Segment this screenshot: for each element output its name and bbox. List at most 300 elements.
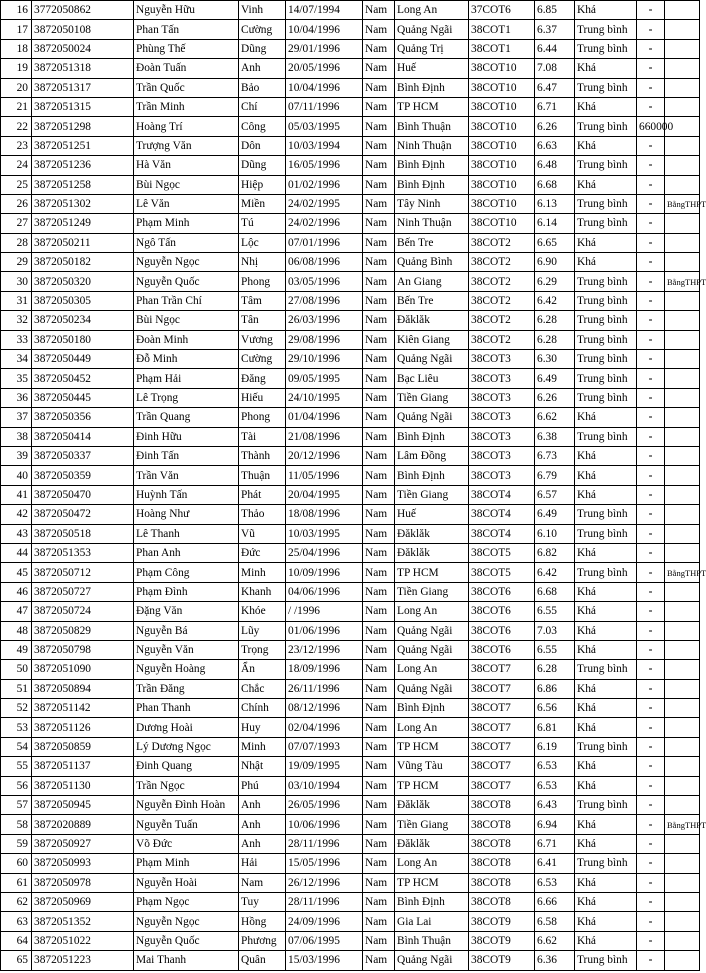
student-firstname: Khanh bbox=[239, 582, 286, 601]
province: TP HCM bbox=[395, 776, 469, 795]
province: Kiên Giang bbox=[395, 330, 469, 349]
date-of-birth: 29/10/1996 bbox=[286, 350, 363, 369]
date-of-birth: 05/03/1995 bbox=[286, 117, 363, 136]
note bbox=[665, 20, 700, 39]
score: 6.48 bbox=[535, 156, 575, 175]
score: 6.65 bbox=[535, 233, 575, 252]
score: 6.56 bbox=[535, 699, 575, 718]
date-of-birth: 03/05/1996 bbox=[286, 272, 363, 291]
student-lastname: Võ Đức bbox=[134, 834, 239, 853]
note bbox=[665, 951, 700, 970]
province: An Giang bbox=[395, 272, 469, 291]
student-lastname: Hoàng Như bbox=[134, 505, 239, 524]
student-code: 3872050305 bbox=[32, 291, 134, 310]
student-code: 3872050518 bbox=[32, 524, 134, 543]
date-of-birth: 20/05/1996 bbox=[286, 59, 363, 78]
date-of-birth: 25/04/1996 bbox=[286, 543, 363, 562]
score: 6.82 bbox=[535, 543, 575, 562]
student-code: 3872050945 bbox=[32, 796, 134, 815]
table-body bbox=[1, 1, 706, 971]
student-firstname: Tài bbox=[239, 427, 286, 446]
rank: Trung bình bbox=[575, 330, 637, 349]
student-code: 3872050320 bbox=[32, 272, 134, 291]
class-code: 38COT2 bbox=[469, 233, 535, 252]
row-number: 46 bbox=[1, 582, 32, 601]
status-mark: - bbox=[637, 253, 665, 272]
row-number: 26 bbox=[1, 194, 32, 213]
class-code: 38COT3 bbox=[469, 388, 535, 407]
date-of-birth: 26/03/1996 bbox=[286, 311, 363, 330]
score: 6.38 bbox=[535, 427, 575, 446]
province: Quảng Ngãi bbox=[395, 951, 469, 970]
rank: Khá bbox=[575, 621, 637, 640]
rank: Trung bình bbox=[575, 291, 637, 310]
table-row bbox=[1, 233, 700, 252]
note bbox=[665, 175, 700, 194]
note bbox=[665, 660, 700, 679]
student-code: 3872051137 bbox=[32, 757, 134, 776]
date-of-birth: 20/04/1995 bbox=[286, 485, 363, 504]
note bbox=[665, 640, 700, 659]
gender: Nam bbox=[363, 39, 395, 58]
row-number: 52 bbox=[1, 699, 32, 718]
note bbox=[665, 214, 700, 233]
gender: Nam bbox=[363, 156, 395, 175]
row-number: 20 bbox=[1, 78, 32, 97]
row-number: 45 bbox=[1, 563, 32, 582]
class-code: 38COT8 bbox=[469, 892, 535, 911]
date-of-birth: 01/06/1996 bbox=[286, 621, 363, 640]
table-row bbox=[1, 1, 700, 20]
class-code: 38COT6 bbox=[469, 640, 535, 659]
student-code: 3872050927 bbox=[32, 834, 134, 853]
gender: Nam bbox=[363, 776, 395, 795]
table-row bbox=[1, 20, 700, 39]
class-code: 38COT7 bbox=[469, 718, 535, 737]
rank: Khá bbox=[575, 931, 637, 950]
province: Tiền Giang bbox=[395, 815, 469, 834]
status-mark: - bbox=[637, 156, 665, 175]
class-code: 38COT10 bbox=[469, 78, 535, 97]
rank: Trung bình bbox=[575, 388, 637, 407]
student-firstname: Minh bbox=[239, 563, 286, 582]
student-firstname: Tuy bbox=[239, 892, 286, 911]
table-row bbox=[1, 815, 700, 834]
status-mark: - bbox=[637, 175, 665, 194]
gender: Nam bbox=[363, 1, 395, 20]
date-of-birth: 28/11/1996 bbox=[286, 892, 363, 911]
student-lastname: Hoàng Trí bbox=[134, 117, 239, 136]
note bbox=[665, 446, 700, 465]
note bbox=[665, 834, 700, 853]
student-code: 3872051090 bbox=[32, 660, 134, 679]
table-row bbox=[1, 602, 700, 621]
gender: Nam bbox=[363, 446, 395, 465]
note bbox=[665, 776, 700, 795]
province: Bình Định bbox=[395, 699, 469, 718]
student-code: 3872050894 bbox=[32, 679, 134, 698]
gender: Nam bbox=[363, 854, 395, 873]
student-code: 3872050356 bbox=[32, 408, 134, 427]
score: 6.53 bbox=[535, 776, 575, 795]
table-row bbox=[1, 446, 700, 465]
date-of-birth: 10/09/1996 bbox=[286, 563, 363, 582]
date-of-birth: 24/02/1996 bbox=[286, 214, 363, 233]
student-lastname: Nguyễn Văn bbox=[134, 640, 239, 659]
row-number: 54 bbox=[1, 737, 32, 756]
student-code: 3872050798 bbox=[32, 640, 134, 659]
gender: Nam bbox=[363, 582, 395, 601]
table-row bbox=[1, 796, 700, 815]
row-number: 34 bbox=[1, 350, 32, 369]
student-firstname: Phong bbox=[239, 408, 286, 427]
province: Huế bbox=[395, 505, 469, 524]
class-code: 38COT9 bbox=[469, 931, 535, 950]
student-firstname: Dũng bbox=[239, 156, 286, 175]
gender: Nam bbox=[363, 97, 395, 116]
date-of-birth: 07/07/1993 bbox=[286, 737, 363, 756]
province: Bình Thuận bbox=[395, 117, 469, 136]
score: 6.42 bbox=[535, 563, 575, 582]
note bbox=[665, 485, 700, 504]
status-mark: - bbox=[637, 815, 665, 834]
student-lastname: Đặng Văn bbox=[134, 602, 239, 621]
note bbox=[665, 388, 700, 407]
class-code: 38COT2 bbox=[469, 291, 535, 310]
date-of-birth: 18/09/1996 bbox=[286, 660, 363, 679]
gender: Nam bbox=[363, 718, 395, 737]
table-row bbox=[1, 214, 700, 233]
status-mark: - bbox=[637, 524, 665, 543]
date-of-birth: 26/11/1996 bbox=[286, 679, 363, 698]
student-code: 3872051223 bbox=[32, 951, 134, 970]
status-mark: - bbox=[637, 718, 665, 737]
row-number: 48 bbox=[1, 621, 32, 640]
class-code: 38COT10 bbox=[469, 117, 535, 136]
table-row bbox=[1, 485, 700, 504]
class-code: 38COT2 bbox=[469, 253, 535, 272]
gender: Nam bbox=[363, 505, 395, 524]
table-row bbox=[1, 892, 700, 911]
student-code: 3872020889 bbox=[32, 815, 134, 834]
gender: Nam bbox=[363, 214, 395, 233]
note bbox=[665, 796, 700, 815]
score: 6.55 bbox=[535, 640, 575, 659]
date-of-birth: 06/08/1996 bbox=[286, 253, 363, 272]
student-firstname: Hải bbox=[239, 854, 286, 873]
student-code: 3872051298 bbox=[32, 117, 134, 136]
class-code: 38COT3 bbox=[469, 408, 535, 427]
province: Lâm Đồng bbox=[395, 446, 469, 465]
student-lastname: Nguyễn Hoài bbox=[134, 873, 239, 892]
student-code: 3872051236 bbox=[32, 156, 134, 175]
rank: Khá bbox=[575, 97, 637, 116]
status-mark: - bbox=[637, 194, 665, 213]
student-lastname: Phan Tấn bbox=[134, 20, 239, 39]
class-code: 38COT3 bbox=[469, 466, 535, 485]
student-firstname: Hồng bbox=[239, 912, 286, 931]
gender: Nam bbox=[363, 136, 395, 155]
gender: Nam bbox=[363, 194, 395, 213]
score: 6.71 bbox=[535, 97, 575, 116]
score: 7.03 bbox=[535, 621, 575, 640]
score: 6.26 bbox=[535, 388, 575, 407]
note: BằngTHPT bbox=[665, 563, 700, 582]
date-of-birth: 16/05/1996 bbox=[286, 156, 363, 175]
rank: Trung bình bbox=[575, 78, 637, 97]
status-mark: - bbox=[637, 699, 665, 718]
student-lastname: Phan Trần Chí bbox=[134, 291, 239, 310]
note bbox=[665, 543, 700, 562]
status-mark: - bbox=[637, 602, 665, 621]
rank: Khá bbox=[575, 1, 637, 20]
student-lastname: Mai Thanh bbox=[134, 951, 239, 970]
student-lastname: Nguyễn Tuấn bbox=[134, 815, 239, 834]
row-number: 19 bbox=[1, 59, 32, 78]
rank: Trung bình bbox=[575, 737, 637, 756]
student-firstname: Miền bbox=[239, 194, 286, 213]
rank: Trung bình bbox=[575, 505, 637, 524]
score: 6.43 bbox=[535, 796, 575, 815]
note bbox=[665, 873, 700, 892]
row-number: 28 bbox=[1, 233, 32, 252]
class-code: 38COT7 bbox=[469, 699, 535, 718]
gender: Nam bbox=[363, 524, 395, 543]
score: 6.47 bbox=[535, 78, 575, 97]
table-row bbox=[1, 175, 700, 194]
gender: Nam bbox=[363, 699, 395, 718]
status-mark: - bbox=[637, 78, 665, 97]
row-number: 30 bbox=[1, 272, 32, 291]
student-lastname: Nguyễn Hoàng bbox=[134, 660, 239, 679]
province: Bình Định bbox=[395, 427, 469, 446]
student-lastname: Trần Minh bbox=[134, 97, 239, 116]
class-code: 38COT8 bbox=[469, 834, 535, 853]
province: Quảng Ngãi bbox=[395, 408, 469, 427]
score: 6.62 bbox=[535, 931, 575, 950]
gender: Nam bbox=[363, 20, 395, 39]
gender: Nam bbox=[363, 912, 395, 931]
student-code: 3872050472 bbox=[32, 505, 134, 524]
province: Đăklăk bbox=[395, 524, 469, 543]
row-number: 24 bbox=[1, 156, 32, 175]
rank: Trung bình bbox=[575, 660, 637, 679]
province: Tiền Giang bbox=[395, 485, 469, 504]
table-row bbox=[1, 59, 700, 78]
rank: Khá bbox=[575, 834, 637, 853]
student-firstname: Huy bbox=[239, 718, 286, 737]
date-of-birth: 19/09/1995 bbox=[286, 757, 363, 776]
row-number: 25 bbox=[1, 175, 32, 194]
date-of-birth: 14/07/1994 bbox=[286, 1, 363, 20]
rank: Khá bbox=[575, 892, 637, 911]
row-number: 36 bbox=[1, 388, 32, 407]
rank: Trung bình bbox=[575, 20, 637, 39]
province: Quảng Trị bbox=[395, 39, 469, 58]
score: 6.68 bbox=[535, 175, 575, 194]
date-of-birth: / /1996 bbox=[286, 602, 363, 621]
student-lastname: Dương Hoài bbox=[134, 718, 239, 737]
rank: Khá bbox=[575, 718, 637, 737]
table-row bbox=[1, 563, 700, 582]
rank: Khá bbox=[575, 640, 637, 659]
gender: Nam bbox=[363, 543, 395, 562]
score: 6.28 bbox=[535, 311, 575, 330]
class-code: 38COT10 bbox=[469, 59, 535, 78]
rank: Trung bình bbox=[575, 214, 637, 233]
student-lastname: Nguyễn Bá bbox=[134, 621, 239, 640]
row-number: 38 bbox=[1, 427, 32, 446]
class-code: 38COT3 bbox=[469, 427, 535, 446]
note bbox=[665, 466, 700, 485]
rank: Khá bbox=[575, 582, 637, 601]
row-number: 41 bbox=[1, 485, 32, 504]
class-code: 38COT10 bbox=[469, 175, 535, 194]
class-code: 38COT3 bbox=[469, 369, 535, 388]
province: Đăklăk bbox=[395, 834, 469, 853]
student-lastname: Nguyễn Hữu bbox=[134, 1, 239, 20]
score: 6.90 bbox=[535, 253, 575, 272]
note bbox=[665, 59, 700, 78]
class-code: 38COT1 bbox=[469, 39, 535, 58]
student-firstname: Hiếu bbox=[239, 388, 286, 407]
status-mark: - bbox=[637, 834, 665, 853]
gender: Nam bbox=[363, 757, 395, 776]
rank: Khá bbox=[575, 757, 637, 776]
student-code: 3872051022 bbox=[32, 931, 134, 950]
class-code: 38COT10 bbox=[469, 97, 535, 116]
student-lastname: Nguyễn Ngọc bbox=[134, 912, 239, 931]
note bbox=[665, 621, 700, 640]
note bbox=[665, 39, 700, 58]
student-lastname: Đoàn Minh bbox=[134, 330, 239, 349]
score: 6.81 bbox=[535, 718, 575, 737]
class-code: 38COT9 bbox=[469, 951, 535, 970]
gender: Nam bbox=[363, 660, 395, 679]
score: 6.10 bbox=[535, 524, 575, 543]
date-of-birth: 02/04/1996 bbox=[286, 718, 363, 737]
table-row bbox=[1, 854, 700, 873]
student-firstname: Anh bbox=[239, 796, 286, 815]
note bbox=[665, 253, 700, 272]
score: 6.53 bbox=[535, 873, 575, 892]
student-firstname: Khóe bbox=[239, 602, 286, 621]
student-lastname: Trần Quang bbox=[134, 408, 239, 427]
table-row bbox=[1, 834, 700, 853]
student-code: 3872050234 bbox=[32, 311, 134, 330]
status-mark: - bbox=[637, 757, 665, 776]
student-lastname: Phạm Ngọc bbox=[134, 892, 239, 911]
class-code: 38COT2 bbox=[469, 311, 535, 330]
gender: Nam bbox=[363, 427, 395, 446]
student-lastname: Đinh Tấn bbox=[134, 446, 239, 465]
table-row bbox=[1, 505, 700, 524]
note bbox=[665, 602, 700, 621]
student-firstname: Phú bbox=[239, 776, 286, 795]
student-code: 3872050445 bbox=[32, 388, 134, 407]
student-firstname: Chính bbox=[239, 699, 286, 718]
score: 6.66 bbox=[535, 892, 575, 911]
note bbox=[665, 757, 700, 776]
gender: Nam bbox=[363, 873, 395, 892]
student-code: 3872051142 bbox=[32, 699, 134, 718]
rank: Khá bbox=[575, 233, 637, 252]
date-of-birth: 26/12/1996 bbox=[286, 873, 363, 892]
table-row bbox=[1, 931, 700, 950]
status-mark: - bbox=[637, 408, 665, 427]
date-of-birth: 29/08/1996 bbox=[286, 330, 363, 349]
score: 6.36 bbox=[535, 951, 575, 970]
table-row bbox=[1, 388, 700, 407]
student-firstname: Minh bbox=[239, 737, 286, 756]
date-of-birth: 11/05/1996 bbox=[286, 466, 363, 485]
score: 6.30 bbox=[535, 350, 575, 369]
student-firstname: Công bbox=[239, 117, 286, 136]
student-lastname: Nguyễn Quốc bbox=[134, 272, 239, 291]
note bbox=[665, 854, 700, 873]
score: 6.28 bbox=[535, 330, 575, 349]
class-code: 37COT6 bbox=[469, 1, 535, 20]
student-lastname: Trần Ngọc bbox=[134, 776, 239, 795]
student-code: 3872050359 bbox=[32, 466, 134, 485]
student-firstname: Tân bbox=[239, 311, 286, 330]
student-lastname: Phạm Đình bbox=[134, 582, 239, 601]
date-of-birth: 10/03/1995 bbox=[286, 524, 363, 543]
student-firstname: Tú bbox=[239, 214, 286, 233]
date-of-birth: 08/12/1996 bbox=[286, 699, 363, 718]
status-mark: - bbox=[637, 311, 665, 330]
row-number: 62 bbox=[1, 892, 32, 911]
table-row bbox=[1, 660, 700, 679]
student-firstname: Cường bbox=[239, 350, 286, 369]
status-mark: - bbox=[637, 233, 665, 252]
student-code: 3872050712 bbox=[32, 563, 134, 582]
table-row bbox=[1, 369, 700, 388]
note bbox=[665, 369, 700, 388]
status-mark: - bbox=[637, 679, 665, 698]
row-number: 43 bbox=[1, 524, 32, 543]
gender: Nam bbox=[363, 951, 395, 970]
student-code: 3872050969 bbox=[32, 892, 134, 911]
province: Bạc Liêu bbox=[395, 369, 469, 388]
date-of-birth: 24/10/1995 bbox=[286, 388, 363, 407]
table-row bbox=[1, 679, 700, 698]
gender: Nam bbox=[363, 388, 395, 407]
status-mark: - bbox=[637, 892, 665, 911]
table-row bbox=[1, 291, 700, 310]
gender: Nam bbox=[363, 485, 395, 504]
student-lastname: Trần Văn bbox=[134, 466, 239, 485]
province: Quảng Ngãi bbox=[395, 621, 469, 640]
status-mark: - bbox=[637, 350, 665, 369]
province: TP HCM bbox=[395, 97, 469, 116]
student-code: 3872051353 bbox=[32, 543, 134, 562]
student-firstname: Thành bbox=[239, 446, 286, 465]
student-lastname: Huỳnh Tấn bbox=[134, 485, 239, 504]
date-of-birth: 10/04/1996 bbox=[286, 20, 363, 39]
date-of-birth: 03/10/1994 bbox=[286, 776, 363, 795]
row-number: 21 bbox=[1, 97, 32, 116]
status-mark: - bbox=[637, 563, 665, 582]
student-lastname: Đỗ Minh bbox=[134, 350, 239, 369]
rank: Khá bbox=[575, 466, 637, 485]
score: 6.14 bbox=[535, 214, 575, 233]
status-mark: - bbox=[637, 369, 665, 388]
province: Gia Lai bbox=[395, 912, 469, 931]
table-row bbox=[1, 912, 700, 931]
table-row bbox=[1, 621, 700, 640]
row-number: 37 bbox=[1, 408, 32, 427]
